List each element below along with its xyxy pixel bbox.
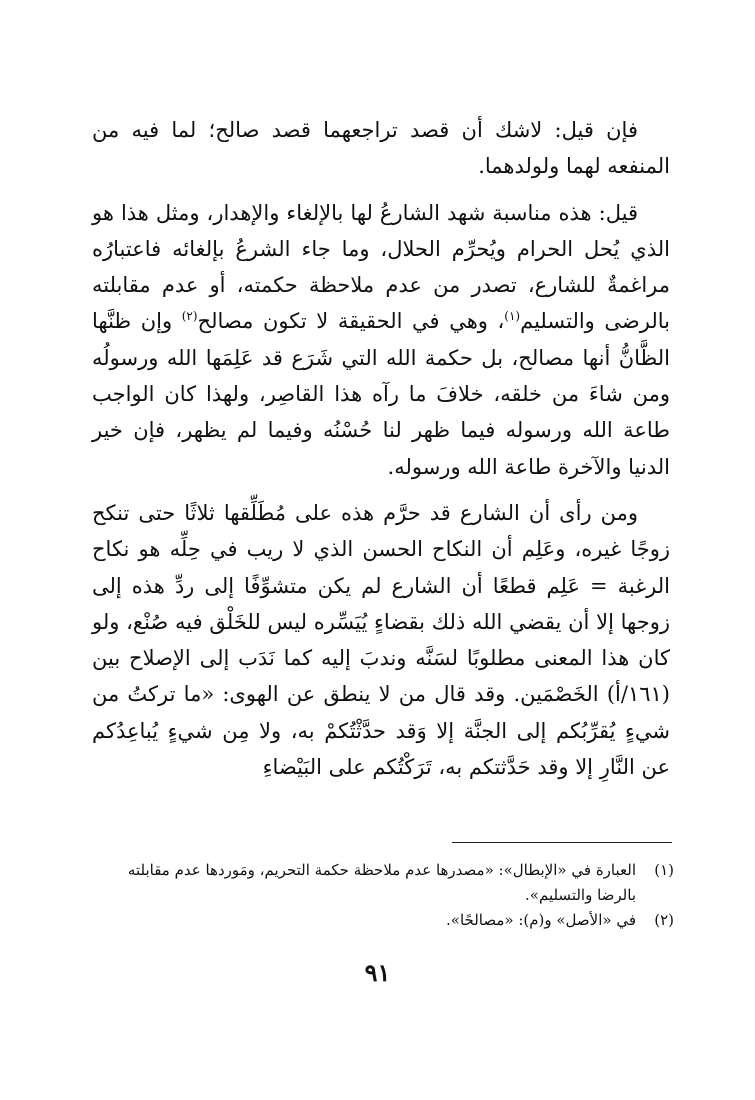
- paragraph-objection: فإن قيل: لاشك أن قصد تراجعهما قصد صالح؛ لما فيه من المنفعه لهما ولولدهما.: [92, 118, 670, 179]
- paragraph-response: [92, 195, 670, 485]
- footnote-separator: [452, 842, 672, 843]
- footnote-ref-2[interactable]: (٢): [181, 309, 198, 324]
- page-number: ٩١: [364, 958, 391, 987]
- paragraph-response-part-a: قيل: هذه مناسبة شهد الشارعُ لها بالإلغاء والإهدار، ومثل هذا هو الذي يُحل الحرام ويُحرِّم الحلال، وما جاء الشرعُ بإلغائه فاعتبارُه مراغمةٌ للشارع، تصدر من عدم ملاحظة حكمته، أو عدم مقابلته بالرضى والتسليم: [92, 200, 670, 334]
- footnote-2: [92, 908, 674, 933]
- footnote-1-text: العبارة في «الإبطال»: «مصدرها عدم ملاحظة حكمة التحريم، ومَوردها عدم مقابلته بالرضا والتسليم».: [127, 861, 636, 904]
- main-text: [92, 112, 670, 785]
- footnote-ref-1[interactable]: (١): [504, 309, 521, 324]
- paragraph-response-part-b: ، وهي في الحقيقة لا تكون مصالح: [197, 309, 505, 334]
- footnote-2-number: (٢): [654, 911, 674, 929]
- footnote-2-text: في «الأصل» و(م): «مصالحًا».: [446, 911, 636, 929]
- footnote-1: [92, 858, 674, 908]
- paragraph-response-part-c: وإن ظنَّها الظَّانُّ أنها مصالح، بل حكمة الله التي شَرَع قد عَلِمَها الله ورسولُه ومن شاءَ من خلقه، خلافَ ما رآه هذا القاصِر، ولهذا كان الواجب طاعة الله ورسوله فيما ظهر لنا حُسْنُه وفيما لم يظهر، فإن خير الدنيا والآخرة طاعة الله ورسوله.: [92, 309, 670, 479]
- paragraph-reasoning: ومن رأى أن الشارع قد حرَّم هذه على مُطَلِّقها ثلاثًا حتى تنكح زوجًا غيره، وعَلِم أن النكاح الحسن الذي لا ريب في حِلِّه هو نكاح الرغبة = عَلِم قطعًا أن الشارع لم يكن متشوِّفًا إلى ردِّ هذه إلى زوجها إلا أن يقضي الله ذلك بقضاءٍ يُيَسِّره ليس للخَلْق فيه صُنْع، ولو كان هذا المعنى مطلوبًا لسَنَّه وندبَ إليه كما نَدَب إلى الإصلاح بين (١٦١/أ) الخَصْمَين. وقد قال من لا ينطق عن الهوى: «ما تركتُ من شيءٍ يُقرِّبُكم إلى الجنَّة إلا وَقد حدَّثْتُكمْ به، ولا مِن شيءٍ يُباعِدُكم عن النَّارِ إلا وقد حَدَّثتكم به، تَرَكْتُكم على البَيْضاءِ: [92, 500, 670, 780]
- footnote-1-number: (١): [654, 861, 674, 879]
- footnotes-section: [92, 858, 674, 933]
